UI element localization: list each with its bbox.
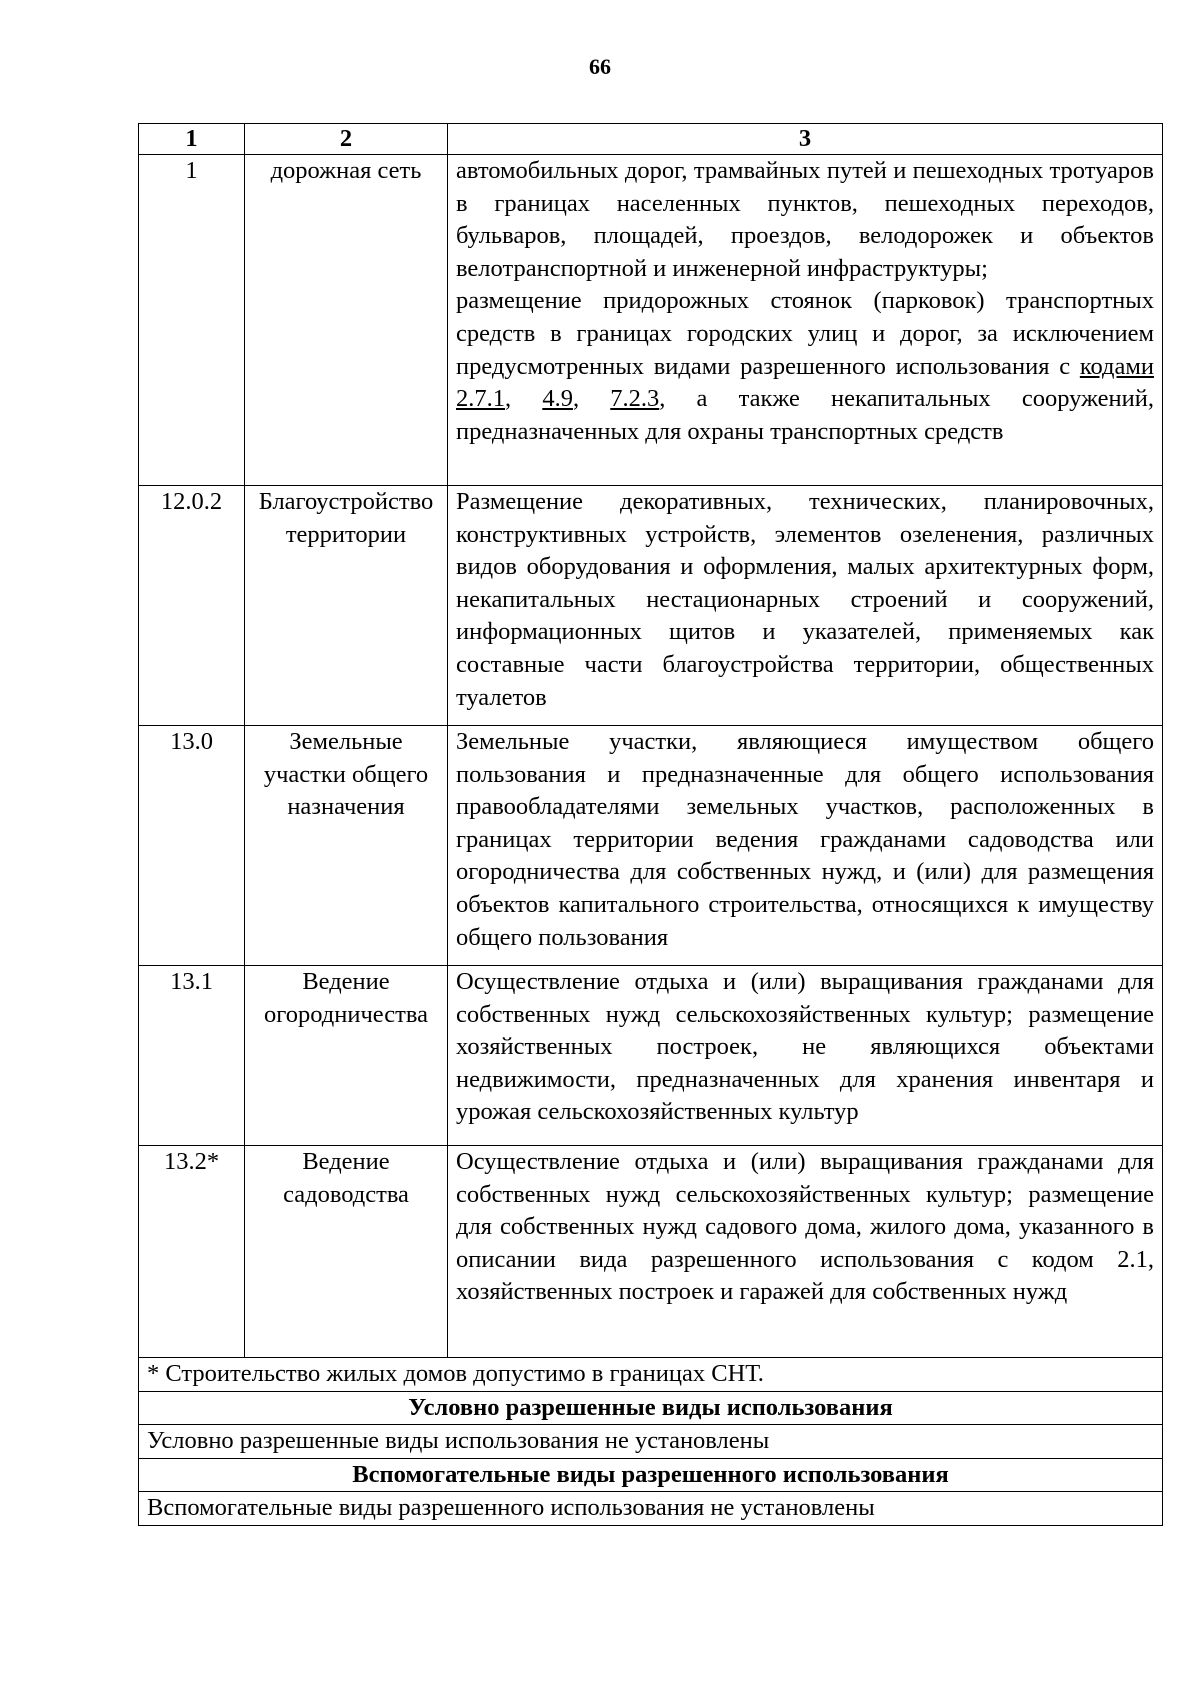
- description-paragraph: Осуществление отдыха и (или) выращивания гражданами для собственных нужд сельскохозяйственных культур; размещение для собственных нужд садового дома, жилого дома, указанного в описании вида разрешенного использования с кодом 2.1, хозяйственных построек и гаражей для собственных нужд: [456, 1148, 1154, 1306]
- description-text: ,: [505, 385, 543, 413]
- code-link-2-7-1[interactable]: кодами 2.7.1: [456, 352, 1154, 413]
- land-use-table: [138, 123, 1163, 1526]
- row-description: [448, 966, 1163, 1146]
- row-code: 13.1: [139, 966, 245, 1146]
- description-paragraph: автомобильных дорог, трамвайных путей и пешеходных тротуаров в границах населенных пунктов, пешеходных переходов, бульваров, площадей, проездов, велодорожек и объектов велотранспортной и инженерной инфраструктуры;: [456, 157, 1154, 282]
- row-name: Благоустройство территории: [245, 486, 448, 726]
- auxiliary-uses-heading: Вспомогательные виды разрешенного использования: [139, 1458, 1163, 1492]
- conditional-uses-heading: Условно разрешенные виды использования: [139, 1391, 1163, 1425]
- section-header-row: [139, 1458, 1163, 1492]
- auxiliary-uses-text: Вспомогательные виды разрешенного использования не установлены: [139, 1492, 1163, 1526]
- section-text-row: [139, 1425, 1163, 1459]
- table-row: [139, 726, 1163, 966]
- code-link-7-2-3[interactable]: 7.2.3: [610, 385, 660, 413]
- column-header: 2: [245, 124, 448, 155]
- row-name: Ведение садоводства: [245, 1146, 448, 1358]
- row-code: 13.0: [139, 726, 245, 966]
- section-header-row: [139, 1391, 1163, 1425]
- description-text: , а также некапитальных сооружений, предназначенных для охраны транспортных средств: [456, 385, 1155, 445]
- description-paragraph: Осуществление отдыха и (или) выращивания гражданами для собственных нужд сельскохозяйственных культур; размещение хозяйственных построек, не являющихся объектами недвижимости, предназначенных для хранения инвентаря и урожая сельскохозяйственных культур: [456, 968, 1154, 1126]
- table-row: [139, 1146, 1163, 1358]
- description-text: ,: [572, 385, 611, 413]
- section-text-row: [139, 1492, 1163, 1526]
- footnote: * Строительство жилых домов допустимо в границах СНТ.: [139, 1358, 1163, 1392]
- page-number: 66: [589, 54, 611, 79]
- footnote-row: [139, 1358, 1163, 1392]
- row-description: [448, 155, 1163, 486]
- table-header-row: [139, 124, 1163, 155]
- row-name: дорожная сеть: [245, 155, 448, 486]
- code-link-4-9[interactable]: 4.9: [542, 385, 573, 413]
- row-description: [448, 486, 1163, 726]
- conditional-uses-text: Условно разрешенные виды использования не установлены: [139, 1425, 1163, 1459]
- row-description: [448, 726, 1163, 966]
- row-code: 12.0.2: [139, 486, 245, 726]
- row-name: Земельные участки общего назначения: [245, 726, 448, 966]
- table-row: [139, 966, 1163, 1146]
- description-paragraph: Земельные участки, являющиеся имуществом общего пользования и предназначенные для общего использования правообладателями земельных участков, расположенных в границах территории ведения гражданами садоводства или огородничества для собственных нужд, и (или) для размещения объектов капитального строительства, относящихся к имуществу общего пользования: [456, 728, 1154, 951]
- description-text: размещение придорожных стоянок (парковок) транспортных средств в границах городских улиц и дорог, за исключением предусмотренных видами разрешенного использования с: [456, 287, 1154, 380]
- table-row: [139, 155, 1163, 486]
- column-header: 1: [139, 124, 245, 155]
- row-code: 13.2*: [139, 1146, 245, 1358]
- description-paragraph: Размещение декоративных, технических, планировочных, конструктивных устройств, элементов озеленения, различных видов оборудования и оформления, малых архитектурных форм, некапитальных нестационарных строений и сооружений, информационных щитов и указателей, применяемых как составные части благоустройства территории, общественных туалетов: [456, 488, 1154, 711]
- table-row: [139, 486, 1163, 726]
- row-name: Ведение огородничества: [245, 966, 448, 1146]
- description-paragraph: [456, 285, 1154, 448]
- row-description: [448, 1146, 1163, 1358]
- row-code: 1: [139, 155, 245, 486]
- column-header: 3: [448, 124, 1163, 155]
